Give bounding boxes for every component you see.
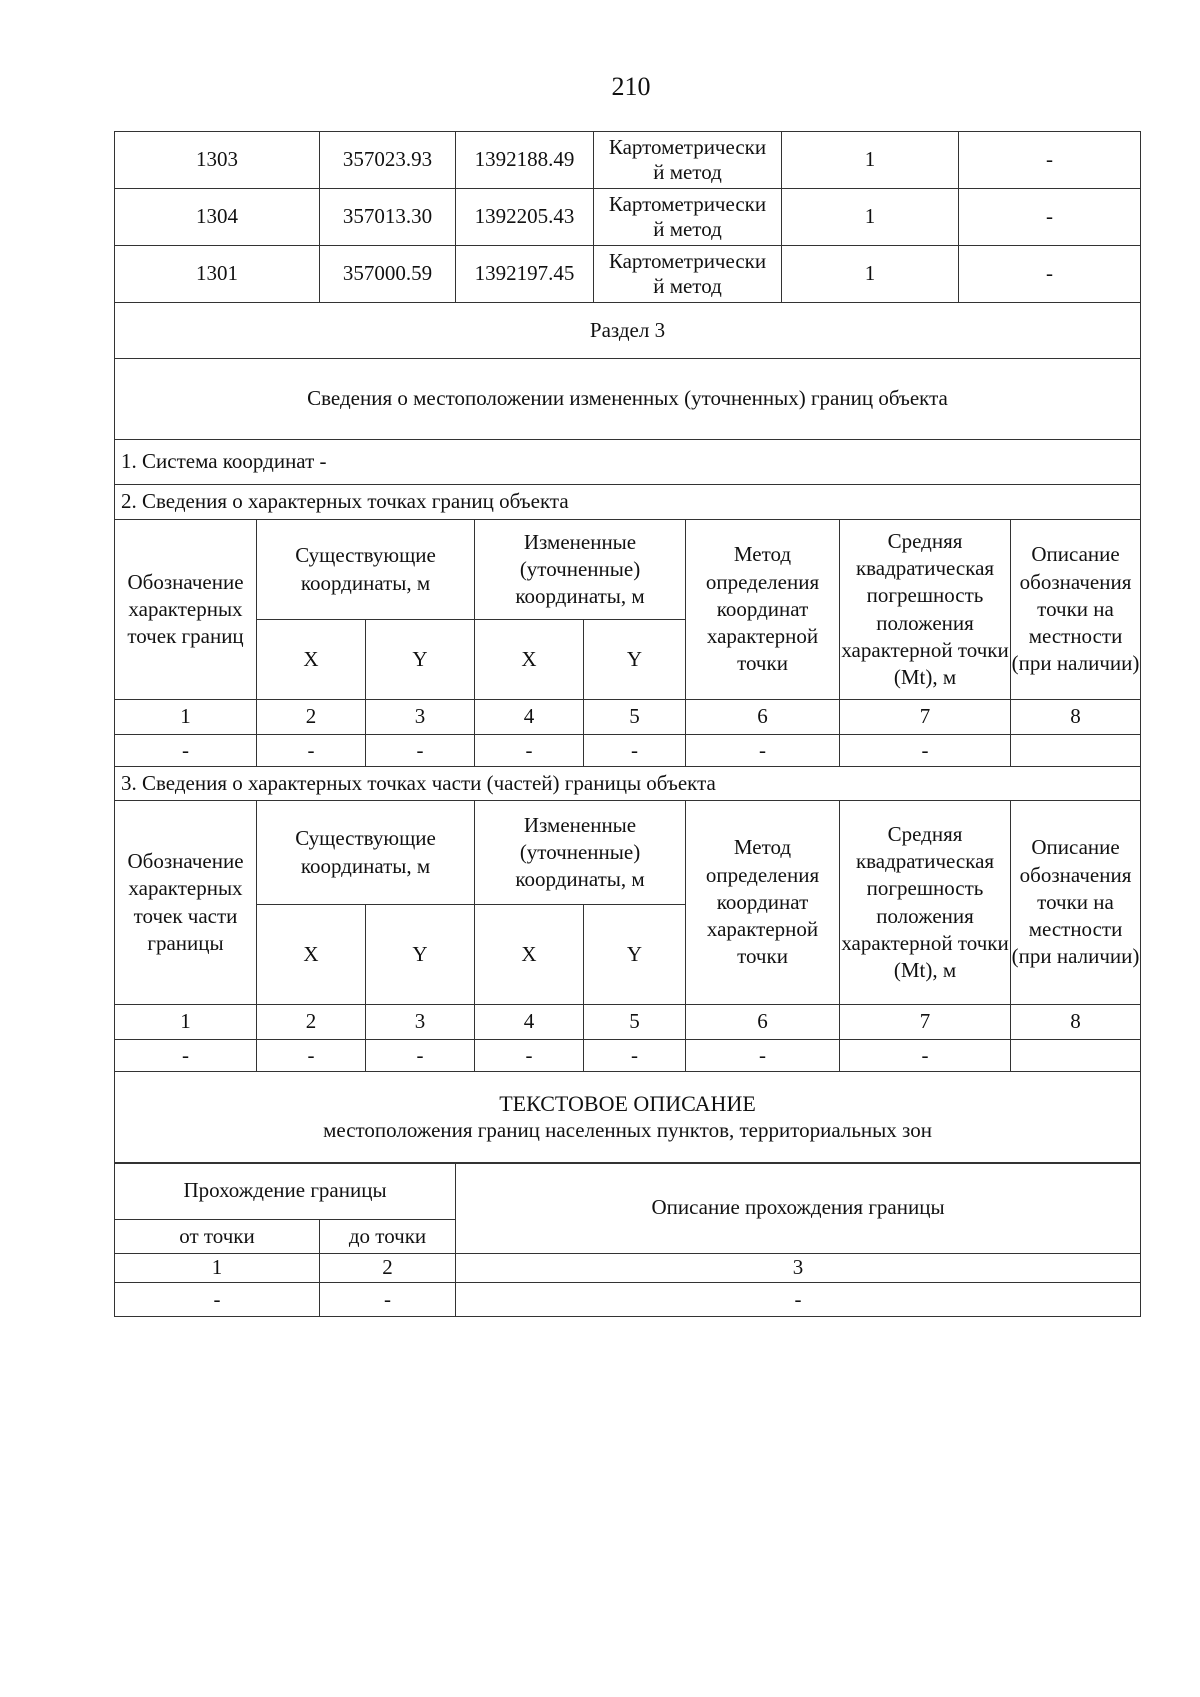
header-x: X [475,905,584,1005]
header-description: Описание обозначения точки на местности (при наличии) [1011,801,1141,1005]
point-y: 1392205.43 [456,189,594,246]
header-method: Метод определения координат характерной точки [686,520,840,700]
header-accuracy: Средняя квадратическая погрешность положения характерной точки (Mt), м [840,801,1011,1005]
table-cell [1011,1040,1141,1072]
method-line-2: й метод [653,274,722,298]
table-row [115,1040,1141,1072]
table-row [115,735,1141,767]
header-y: Y [366,620,475,700]
page-number: 210 [611,72,651,101]
table-row [115,189,1141,246]
point-accuracy: 1 [782,246,959,303]
point-x: 357000.59 [320,246,456,303]
table-row [115,1254,1141,1283]
table-row [115,246,1141,303]
column-number: 8 [1011,700,1141,735]
point-y: 1392197.45 [456,246,594,303]
table-cell: - [366,735,475,767]
table-cell: - [840,1040,1011,1072]
header-accuracy: Средняя квадратическая погрешность положения характерной точки (Mt), м [840,520,1011,700]
point-accuracy: 1 [782,189,959,246]
column-number: 2 [257,700,366,735]
header-x: X [475,620,584,700]
column-number: 3 [366,700,475,735]
column-number: 5 [584,1005,686,1040]
header-x: X [257,905,366,1005]
table-cell: - [320,1283,456,1317]
column-number: 8 [1011,1005,1141,1040]
header-description: Описание обозначения точки на местности (при наличии) [1011,520,1141,700]
boundary-description-table [114,1162,1141,1317]
table-row [115,1005,1141,1040]
header-existing: Существующие координаты, м [257,801,475,905]
table-cell: - [686,1040,840,1072]
method-line-2: й метод [653,160,722,184]
column-number: 3 [456,1254,1141,1283]
point-method [594,189,782,246]
point-x: 357023.93 [320,132,456,189]
point-y: 1392188.49 [456,132,594,189]
header-changed: Измененные (уточненные) координаты, м [475,520,686,620]
table-cell: - [584,735,686,767]
table-cell [1011,735,1141,767]
points-heading: 2. Сведения о характерных точках границ объекта [115,485,1141,520]
header-from-point: от точки [115,1220,320,1254]
table-cell: - [257,1040,366,1072]
point-x: 357013.30 [320,189,456,246]
column-number: 2 [320,1254,456,1283]
table-cell: - [686,735,840,767]
header-designation-part: Обозначение характерных точек части границы [115,801,257,1005]
coord-system: 1. Система координат - [115,440,1141,485]
point-method [594,132,782,189]
section-subtitle: Сведения о местоположении измененных (уточненных) границ объекта [115,359,1141,440]
method-line-2: й метод [653,217,722,241]
column-number: 7 [840,1005,1011,1040]
point-description: - [959,132,1141,189]
parts-heading: 3. Сведения о характерных точках части (частей) границы объекта [115,767,1141,801]
table-cell: - [115,1283,320,1317]
method-line-1: Картометрически [608,249,767,274]
table-cell: - [840,735,1011,767]
points-table [114,519,1141,1164]
table-cell: - [475,1040,584,1072]
table-cell: - [456,1283,1141,1317]
header-method: Метод определения координат характерной точки [686,801,840,1005]
point-method [594,246,782,303]
method-line-1: Картометрически [608,192,767,217]
point-id: 1303 [115,132,320,189]
column-number: 1 [115,1254,320,1283]
point-id: 1304 [115,189,320,246]
table-row [115,1283,1141,1317]
header-existing: Существующие координаты, м [257,520,475,620]
column-number: 1 [115,700,257,735]
header-changed: Измененные (уточненные) координаты, м [475,801,686,905]
header-y: Y [366,905,475,1005]
section-title: Раздел 3 [115,303,1141,359]
header-designation: Обозначение характерных точек границ [115,520,257,700]
table-row [115,132,1141,189]
column-number: 3 [366,1005,475,1040]
table-cell: - [115,1040,257,1072]
column-number: 7 [840,700,1011,735]
column-number: 2 [257,1005,366,1040]
column-number: 6 [686,700,840,735]
point-accuracy: 1 [782,132,959,189]
text-description-subtitle: местоположения границ населенных пунктов, территориальных зон [323,1118,932,1143]
text-description-heading: ТЕКСТОВОЕ ОПИСАНИЕ [499,1091,756,1117]
column-number: 4 [475,1005,584,1040]
column-number: 5 [584,700,686,735]
table-cell: - [115,735,257,767]
points-continuation-table [114,131,1141,520]
point-description: - [959,246,1141,303]
header-to-point: до точки [320,1220,456,1254]
table-cell: - [366,1040,475,1072]
point-id: 1301 [115,246,320,303]
table-cell: - [475,735,584,767]
table-cell: - [257,735,366,767]
table-row [115,700,1141,735]
header-y: Y [584,620,686,700]
table-cell: - [584,1040,686,1072]
header-passage: Прохождение границы [115,1163,456,1220]
column-number: 4 [475,700,584,735]
header-boundary-description: Описание прохождения границы [456,1163,1141,1254]
point-description: - [959,189,1141,246]
header-x: X [257,620,366,700]
text-description-title [115,1072,1141,1164]
header-y: Y [584,905,686,1005]
column-number: 6 [686,1005,840,1040]
method-line-1: Картометрически [608,135,767,160]
column-number: 1 [115,1005,257,1040]
